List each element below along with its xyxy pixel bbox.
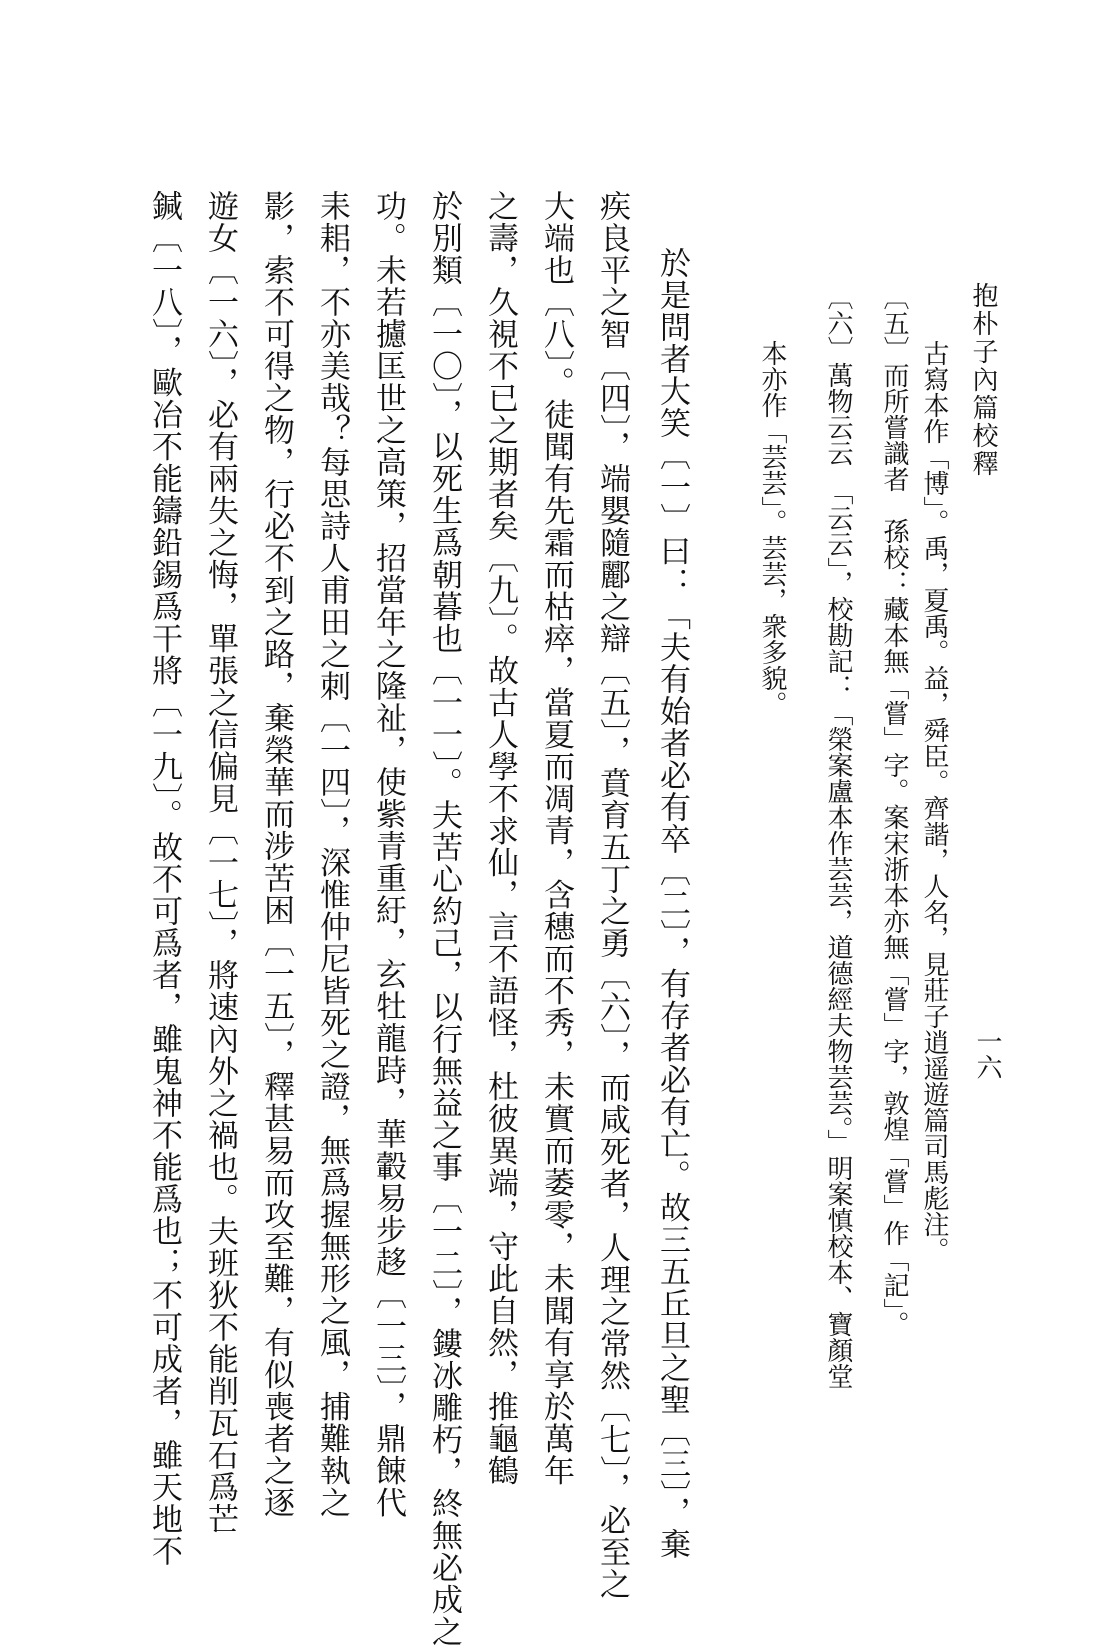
note-text: 而所嘗識者 孫校：藏本無「嘗」字。案宋浙本亦無「嘗」字，敦煌「嘗」作「記」。	[879, 362, 909, 1337]
note-text: 本亦作「芸芸」。芸芸，衆多貌。	[757, 340, 787, 717]
note-text: 古寫本作「博」。禹，夏禹。益，舜臣。齊諧，人名，見莊子逍遥遊篇司馬彪注。	[919, 340, 949, 1263]
body-column: 耒耜，不亦美哉？每思詩人甫田之刺〔一四〕，深惟仲尼皆死之證，無爲握無形之風，捕難執之	[314, 190, 350, 1519]
body-column: 於是問者大笑〔一〕曰：「夫有始者必有卒〔二〕，有存者必有亡。故三五丘旦之聖〔三〕，棄	[654, 247, 690, 1560]
body-column: 影，索不可得之物，行必不到之路，棄榮華而涉苦困〔一五〕，釋甚易而攻至難，有似喪者之逐	[258, 190, 294, 1519]
body-column: 功。未若攄匡世之高策，招當年之隆祉，使紫青重紆，玄牡龍跱，華轂易步趍〔一三〕，鼎餗代	[370, 190, 406, 1519]
body-column: 之壽，久視不已之期者矣〔九〕。故古人學不求仙，言不語怪，杜彼異端，守此自然，推龜鶴	[482, 190, 518, 1487]
book-title: 抱朴子內篇校釋	[968, 282, 998, 478]
page-number: 一六	[972, 1028, 1002, 1080]
note-number: 〔五〕	[879, 284, 909, 362]
body-column: 於別類〔一〇〕，以死生爲朝暮也〔一一〕。夫苦心約己，以行無益之事〔一二〕，鏤冰雕朽，終無必成之	[426, 190, 462, 1648]
note-line	[752, 340, 792, 717]
note-line	[914, 340, 954, 1263]
note-line	[802, 284, 858, 1389]
note-text: 萬物云云 「云云」，校勘記：「榮案盧本作芸芸，道德經夫物芸芸。」明案慎校本、寶顏堂	[823, 362, 853, 1389]
note-line	[858, 284, 914, 1337]
body-column: 大端也〔八〕。徒聞有先霜而枯瘁，當夏而凋青，含穗而不秀，未實而萎零，未聞有享於萬年	[538, 190, 574, 1487]
body-column: 疾良平之智〔四〕，端嬰隨酈之辯〔五〕，賁育五丁之勇〔六〕，而咸死者，人理之常然〔七〕，必至之	[594, 190, 630, 1600]
body-column: 遊女〔一六〕，必有兩失之悔，單張之信偏見〔一七〕，將速內外之禍也。夫班狄不能削瓦石爲芒	[202, 190, 238, 1535]
body-column: 鍼〔一八〕，歐冶不能鑄鉛錫爲干將〔一九〕。故不可爲者，雖鬼神不能爲也；不可成者，雖天地不	[146, 190, 182, 1567]
note-number: 〔六〕	[823, 284, 853, 362]
